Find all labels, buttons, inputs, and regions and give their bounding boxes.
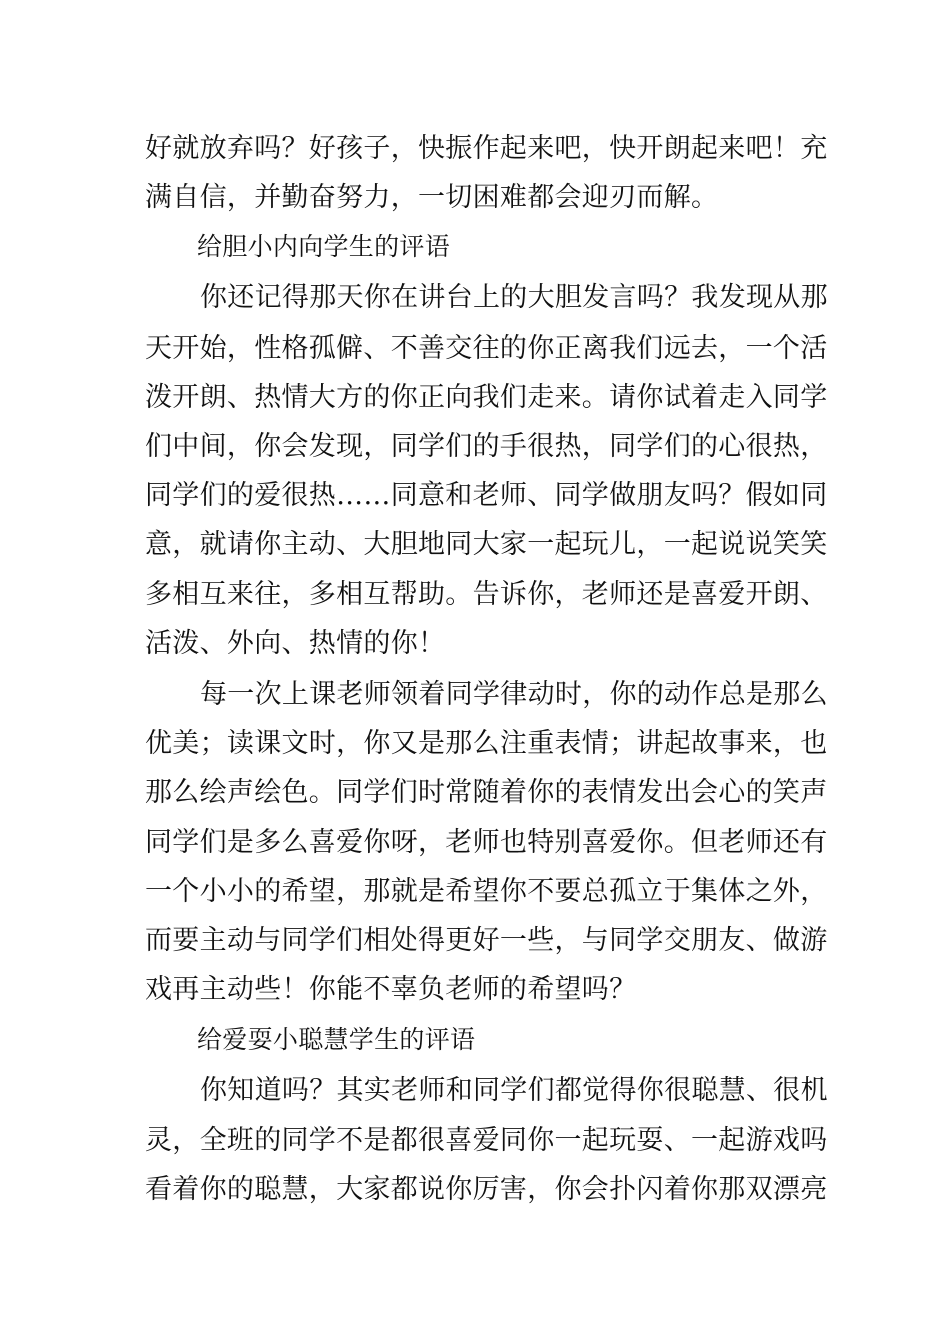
paragraph-line: 意，就请你主动、大胆地同大家一起玩儿，一起说说笑笑 [145, 529, 828, 560]
paragraph-line: 优美；读课文时，你又是那么注重表情；讲起故事来，也 [145, 728, 828, 759]
section-heading: 给爱耍小聪慧学生的评语 [197, 1025, 476, 1054]
paragraph-line: 同学们是多么喜爱你呀，老师也特别喜爱你。但老师还有 [145, 827, 828, 858]
paragraph-line: 而要主动与同学们相处得更好一些，与同学交朋友、做游 [145, 925, 828, 956]
paragraph-line: 泼开朗、热情大方的你正向我们走来。请你试着走入同学 [145, 382, 828, 413]
section-heading: 给胆小内向学生的评语 [197, 232, 451, 261]
paragraph-line: 好就放弃吗？好孩子，快振作起来吧，快开朗起来吧！充 [145, 133, 828, 164]
paragraph-line: 灵，全班的同学不是都很喜爱同你一起玩耍、一起游戏吗 [145, 1125, 828, 1156]
paragraph-line: 一个小小的希望，那就是希望你不要总孤立于集体之外， [145, 876, 828, 907]
paragraph-line: 你还记得那天你在讲台上的大胆发言吗？我发现从那 [200, 282, 828, 313]
paragraph-line: 你知道吗？其实老师和同学们都觉得你很聪慧、很机 [200, 1075, 828, 1106]
paragraph-line: 那么绘声绘色。同学们时常随着你的表情发出会心的笑声 [145, 777, 828, 808]
paragraph-line: 们中间，你会发现，同学们的手很热，同学们的心很热， [145, 431, 828, 462]
paragraph-line: 天开始，性格孤僻、不善交往的你正离我们远去，一个活 [145, 333, 828, 364]
paragraph-line: 看着你的聪慧，大家都说你厉害，你会扑闪着你那双漂亮 [145, 1174, 828, 1205]
paragraph-line: 同学们的爱很热……同意和老师、同学做朋友吗？假如同 [145, 480, 828, 511]
paragraph-line: 每一次上课老师领着同学律动时，你的动作总是那么 [200, 679, 828, 710]
paragraph-line: 多相互来往，多相互帮助。告诉你，老师还是喜爱开朗、 [145, 579, 828, 610]
paragraph-line: 戏再主动些！你能不辜负老师的希望吗？ [145, 974, 637, 1005]
paragraph-line: 活泼、外向、热情的你！ [145, 628, 446, 659]
paragraph-line: 满自信，并勤奋努力，一切困难都会迎刃而解。 [145, 182, 719, 213]
